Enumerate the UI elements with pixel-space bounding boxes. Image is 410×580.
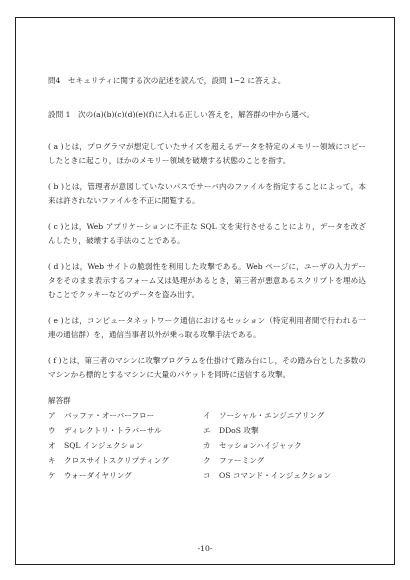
item-e: ( e )とは，コンピュータネットワーク通信におけるセッション（特定利用者間で行われる一連の通信群）を，通信当事者以外が乗っ取る攻撃手法である。: [48, 316, 366, 339]
answer-text: ディレクトリ・トラバーサル: [64, 426, 162, 435]
answer-option: [203, 453, 363, 468]
answer-key: ケ: [48, 471, 56, 480]
answer-option: [48, 423, 203, 438]
answer-text: クロスサイトスクリプティング: [64, 456, 169, 465]
answer-key: ク: [203, 456, 211, 465]
answer-key: キ: [48, 456, 56, 465]
answer-option: [48, 453, 203, 468]
answer-option: [48, 468, 203, 483]
answer-option: [48, 438, 203, 453]
page-number: -10-: [197, 544, 213, 553]
answer-text: OS コマンド・インジェクション: [219, 471, 332, 480]
item-c: ( c )とは，Web アプリケーションに不正な SQL 文を実行させることにより，データを改ざんしたり，破壊する手法のことである。: [48, 222, 366, 245]
answer-key: オ: [48, 441, 56, 450]
item-d: ( d )とは，Web サイトの脆弱性を利用した攻撃である。Web ページに，ユーザの入力データをそのまま表示するフォーム又は処理があるとき，第三者が悪意あるスクリプトを埋め込むことでクッキーなどのデータを盗み出す。: [48, 262, 366, 299]
answer-text: SQL インジェクション: [64, 441, 144, 450]
answer-text: セッションハイジャック: [219, 441, 302, 450]
answer-option: [203, 438, 363, 453]
answer-option: [203, 423, 363, 438]
answer-text: ソーシャル・エンジニアリング: [219, 411, 325, 420]
answer-key: イ: [203, 411, 211, 420]
answer-text: バッファ・オーバーフロー: [64, 411, 155, 420]
item-a: ( a )とは，プログラマが想定していたサイズを超えるデータを特定のメモリー領域にコピーしたときに起こり，ほかのメモリー領域を破壊する状態のことを指す。: [48, 142, 366, 165]
answers-heading: 解答群: [48, 396, 71, 405]
answer-text: ウォーダイヤリング: [64, 471, 132, 480]
answer-key: エ: [203, 426, 211, 435]
page-content: [48, 74, 366, 483]
answer-key: ア: [48, 411, 56, 420]
answer-option: [48, 408, 203, 423]
document-page: [15, 17, 395, 565]
answer-option: [203, 468, 363, 483]
answer-list: [48, 408, 366, 483]
answer-key: コ: [203, 471, 211, 480]
instruction: 設問 1 次の(a)(b)(c)(d)(e)(f)に入れる正しい答えを，解答群の中から選べ。: [48, 110, 315, 119]
answer-text: ファーミング: [219, 456, 265, 465]
item-f: ( f )とは，第三者のマシンに攻撃プログラムを仕掛けて踏み台にし，その踏み台とした多数のマシンから標的とするマシンに大量のパケットを同時に送信する攻撃。: [48, 356, 366, 379]
question-title: 問4 セキュリティに関する次の記述を読んで，設問 1~2 に答えよ。: [48, 76, 286, 85]
answer-option: [203, 408, 363, 423]
answer-key: カ: [203, 441, 211, 450]
answer-text: DDoS 攻撃: [219, 426, 259, 435]
answer-key: ウ: [48, 426, 56, 435]
item-b: ( b )とは，管理者が意図していないパスでサーバ内のファイルを指定することによって，本来は許されないファイルを不正に閲覧する。: [48, 182, 366, 205]
